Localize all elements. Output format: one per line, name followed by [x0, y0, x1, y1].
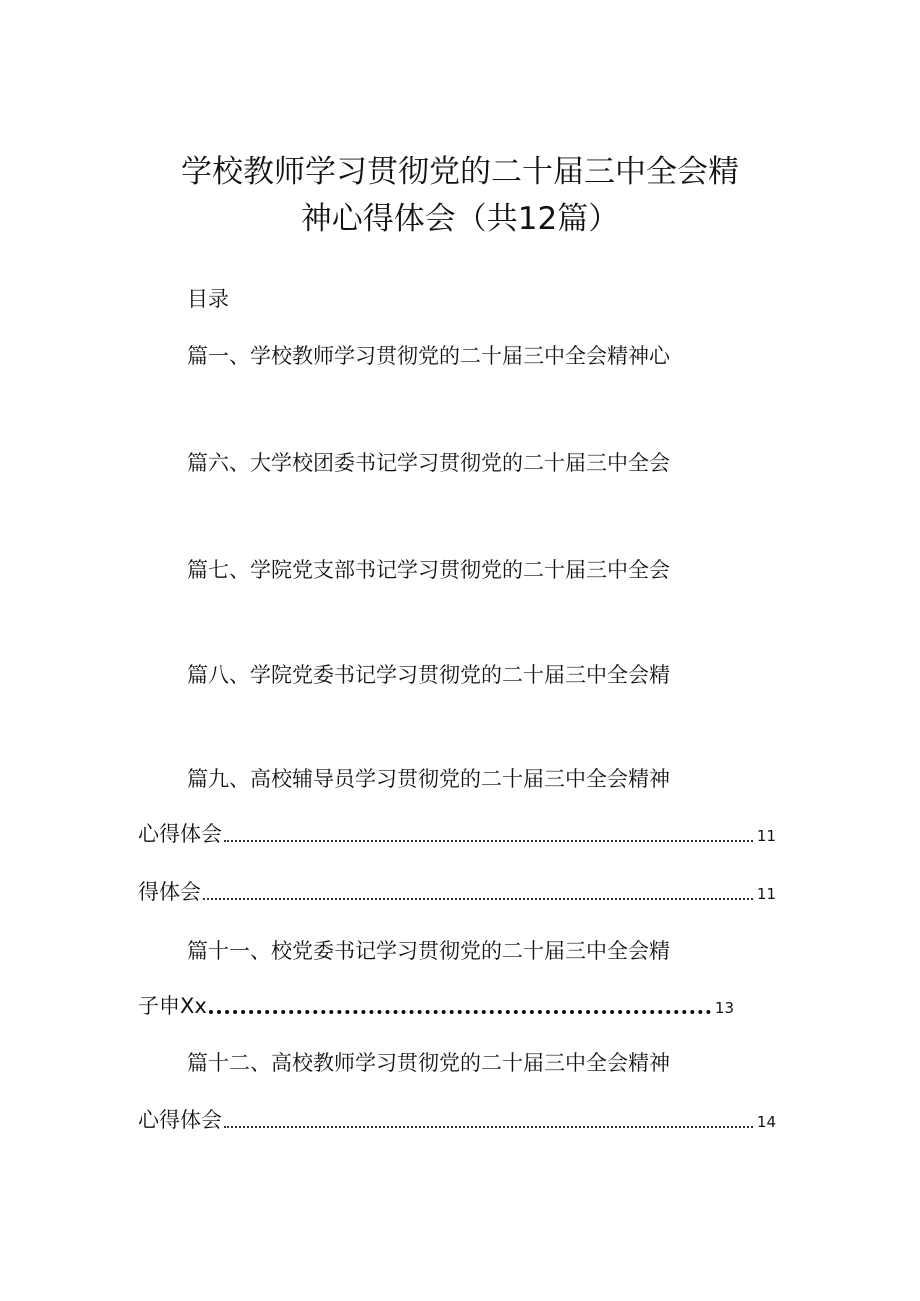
toc-continuation-text: 心得体会	[138, 1108, 222, 1132]
document-title-line-2: 神心得体会（共12篇）	[300, 201, 620, 237]
toc-continuation-row[interactable]	[138, 818, 776, 848]
toc-continuation-text: 心得体会	[138, 822, 222, 846]
toc-continuation-text: 得体会	[138, 880, 201, 904]
dot-leader	[224, 840, 753, 842]
page-number: 11	[756, 827, 776, 845]
toc-entry-6[interactable]: 篇六、大学校团委书记学习贯彻党的二十届三中全会	[187, 451, 670, 475]
toc-entry-9[interactable]: 篇九、高校辅导员学习贯彻党的二十届三中全会精神	[187, 767, 670, 791]
toc-entry-11[interactable]: 篇十一、校党委书记学习贯彻党的二十届三中全会精	[187, 939, 670, 963]
page-number: 14	[756, 1113, 776, 1131]
toc-entry-7[interactable]: 篇七、学院党支部书记学习贯彻党的二十届三中全会	[187, 558, 670, 582]
toc-entry-12[interactable]: 篇十二、高校教师学习贯彻党的二十届三中全会精神	[187, 1051, 670, 1075]
toc-entry-8[interactable]: 篇八、学院党委书记学习贯彻党的二十届三中全会精	[187, 663, 670, 687]
document-title-line-1: 学校教师学习贯彻党的二十届三中全会精	[181, 154, 739, 190]
toc-continuation-row[interactable]	[138, 990, 734, 1020]
toc-entry-1[interactable]: 篇一、学校教师学习贯彻党的二十届三中全会精神心	[187, 344, 670, 368]
toc-continuation-row[interactable]	[138, 876, 776, 906]
page-number: 13	[714, 999, 734, 1017]
page-number: 11	[756, 885, 776, 903]
toc-continuation-row[interactable]	[138, 1104, 776, 1134]
dot-leader	[203, 898, 753, 900]
toc-heading: 目录	[187, 287, 229, 311]
toc-continuation-text: 子申Xx	[138, 994, 207, 1018]
dot-leader	[209, 1010, 711, 1014]
dot-leader	[224, 1126, 753, 1128]
